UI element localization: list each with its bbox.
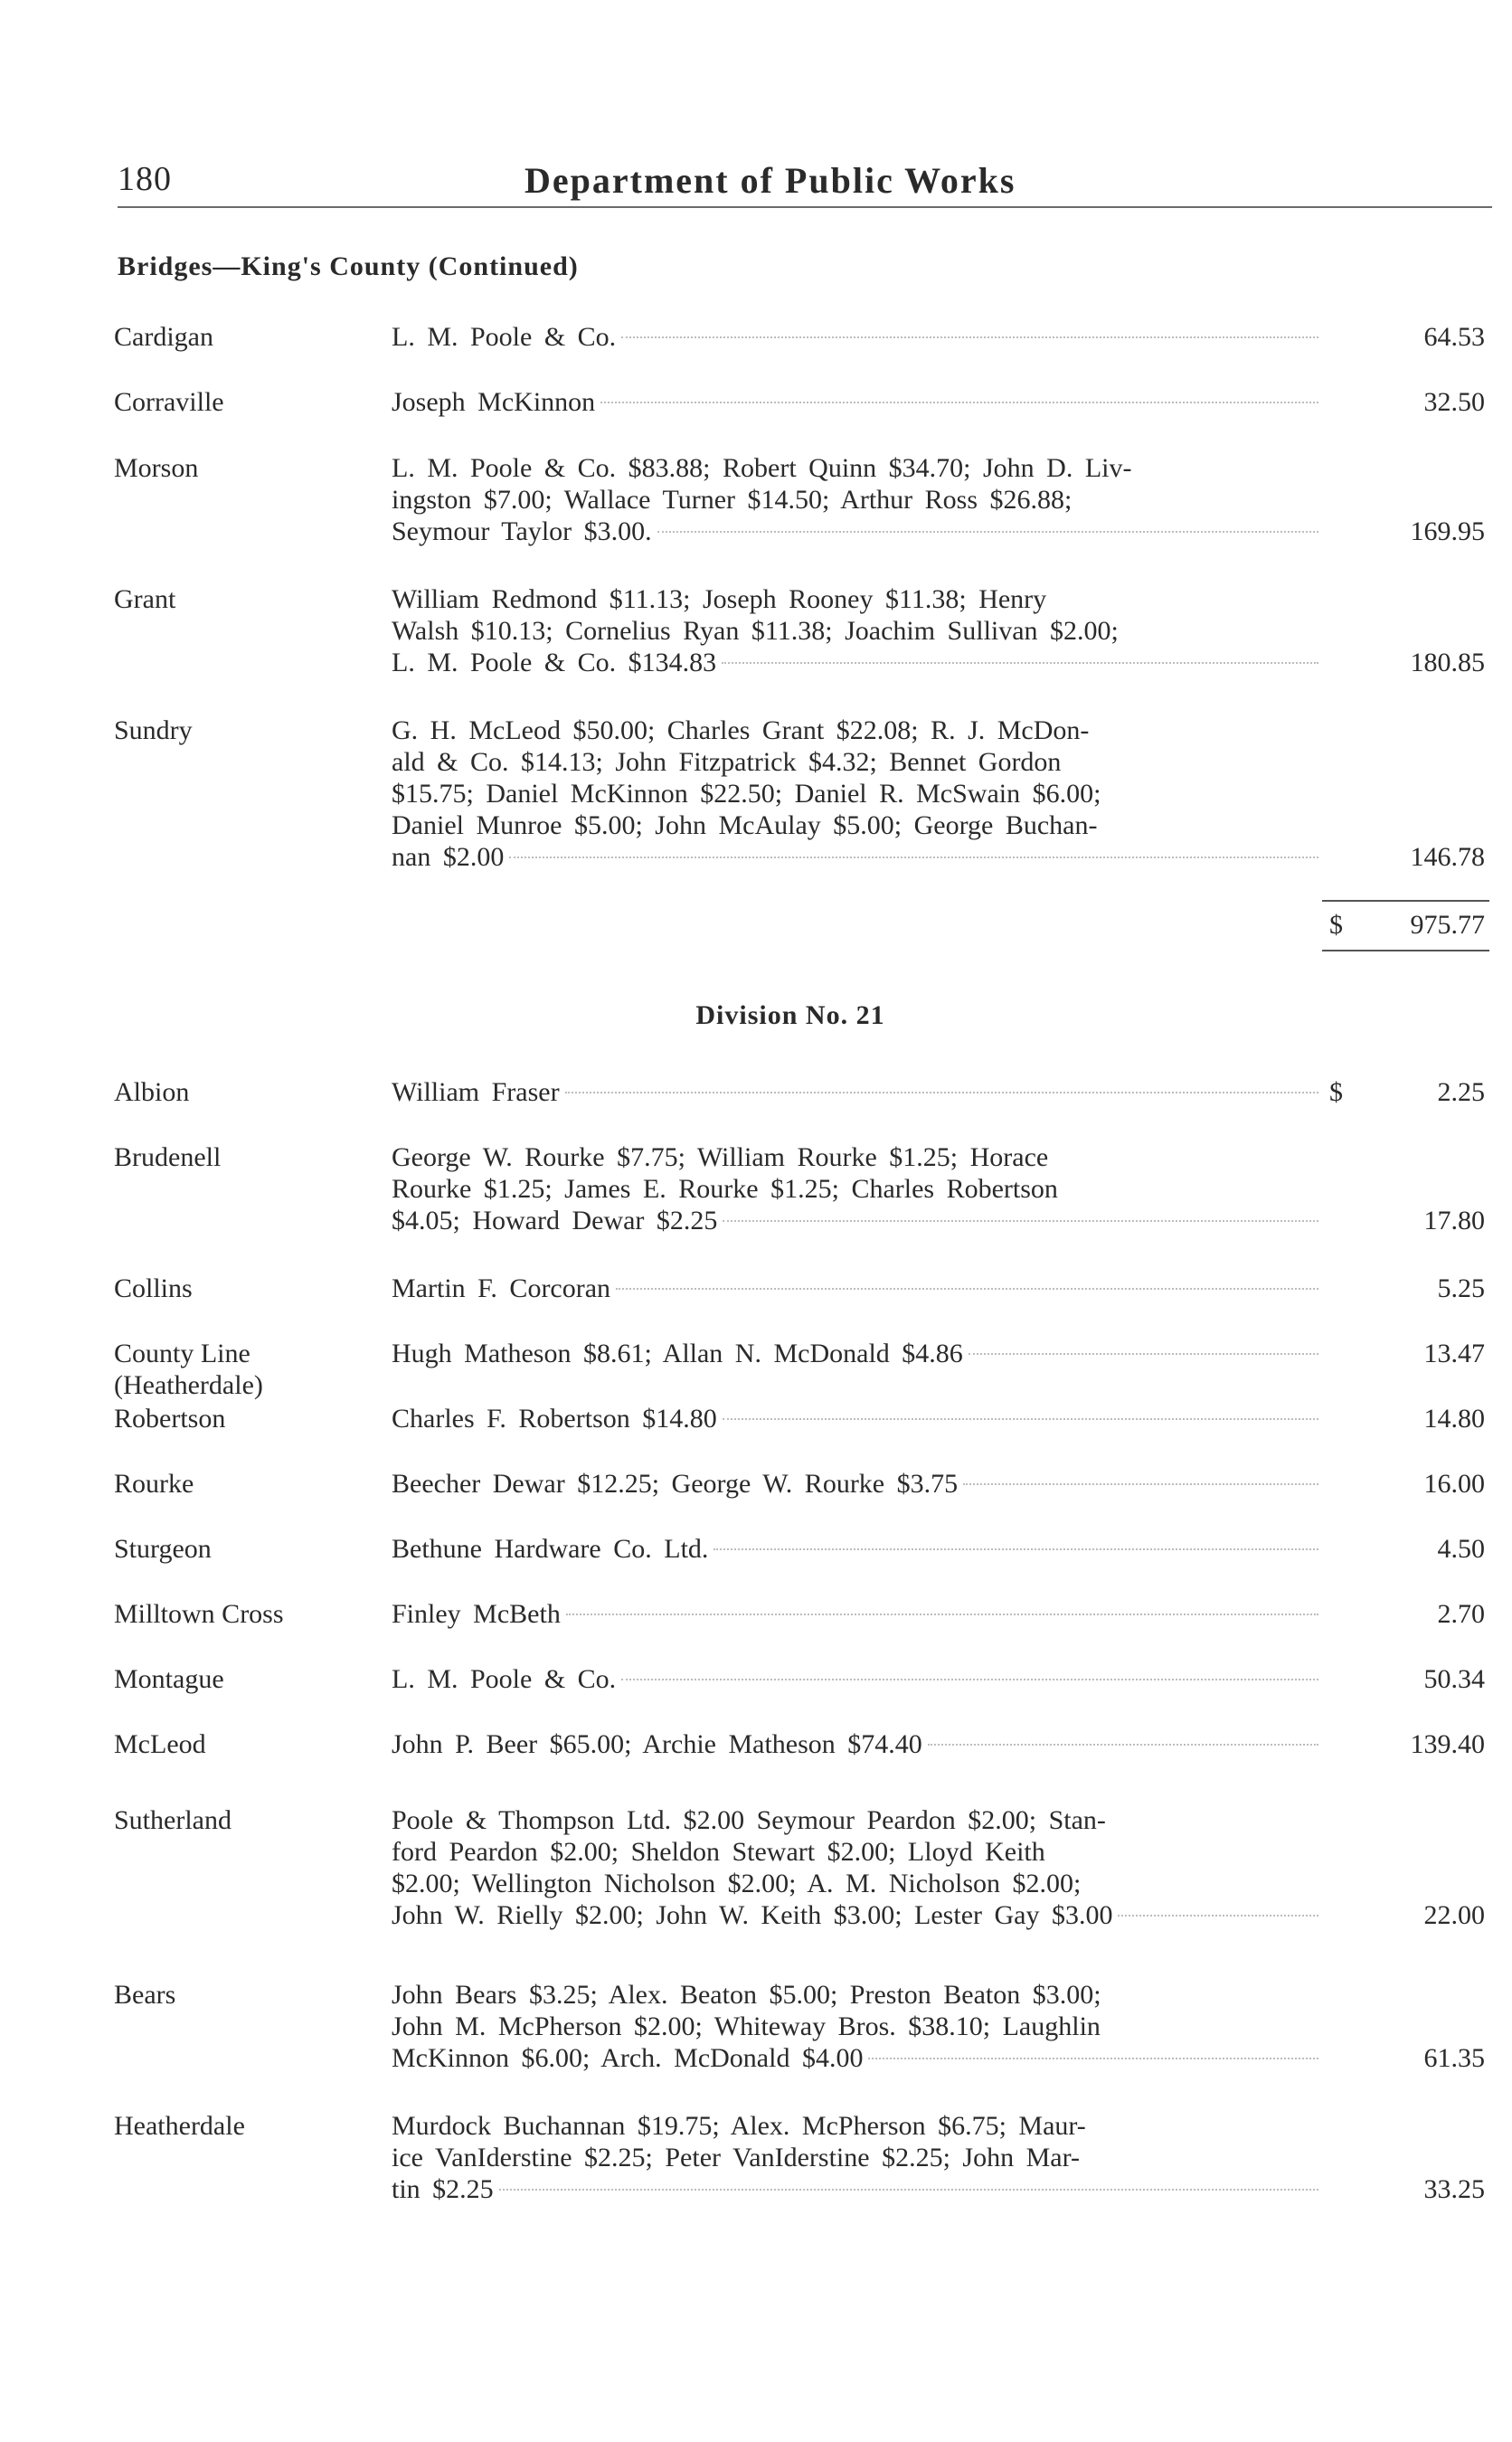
entry-place — [114, 1468, 385, 1500]
entry-place-name: Sutherland — [114, 1805, 232, 1835]
entry-description — [392, 1076, 1318, 1108]
entry-place-name: Bears — [114, 1980, 176, 2010]
entry-description-line: Finley McBeth — [392, 1599, 561, 1629]
entry-description — [392, 452, 1318, 547]
dot-leader — [616, 1288, 1318, 1290]
dot-leader — [868, 2058, 1318, 2059]
entry-description-line: L. M. Poole & Co. $83.88; Robert Quinn $34.70; John D. Liv- — [392, 453, 1132, 483]
entry-amount: 50.34 — [1423, 1664, 1485, 1694]
entry-description-line: ice VanIderstine $2.25; Peter VanIderstine $2.25; John Mar- — [392, 2143, 1080, 2172]
entry-description-last-line — [392, 2173, 1318, 2205]
entry-description-last-line — [392, 321, 1318, 353]
entry-description-line: George W. Rourke $7.75; William Rourke $1.25; Horace — [392, 1142, 1049, 1172]
entry-dollar-sign: $ — [1329, 1077, 1343, 1107]
entry-description — [392, 386, 1318, 418]
entry-place — [114, 1403, 385, 1434]
dot-leader — [969, 1353, 1318, 1355]
entry-description-line: John M. McPherson $2.00; Whiteway Bros. $38.10; Laughlin — [392, 2011, 1101, 2041]
entry-description-line: Poole & Thompson Ltd. $2.00 Seymour Peardon $2.00; Stan- — [392, 1805, 1106, 1835]
entry-amount: 2.70 — [1437, 1599, 1485, 1629]
entry-description-line: $4.05; Howard Dewar $2.25 — [392, 1206, 718, 1235]
entry-description-line: ald & Co. $14.13; John Fitzpatrick $4.32; Bennet Gordon — [392, 747, 1062, 777]
entry-description-line: G. H. McLeod $50.00; Charles Grant $22.08; R. J. McDon- — [392, 715, 1090, 745]
total-rule-top — [1322, 900, 1489, 902]
entry-description — [392, 2110, 1318, 2205]
entry-amount: 4.50 — [1437, 1534, 1485, 1564]
entry-place — [114, 1728, 385, 1760]
entry-place — [114, 2110, 385, 2142]
entry-description-line: Joseph McKinnon — [392, 387, 596, 417]
entry-place — [114, 1598, 385, 1630]
entry-place-name: Montague — [114, 1664, 224, 1694]
entry-description-line: Daniel Munroe $5.00; John McAulay $5.00; George Buchan- — [392, 810, 1098, 840]
entry-description-last-line — [392, 647, 1318, 678]
entry-description-line: Bethune Hardware Co. Ltd. — [392, 1534, 709, 1564]
entry-description-line: L. M. Poole & Co. — [392, 1664, 617, 1694]
entry-place-name: Collins — [114, 1273, 193, 1303]
entry-amount: 169.95 — [1410, 516, 1485, 546]
dot-leader — [621, 336, 1318, 338]
entry-description-last-line — [392, 1338, 1318, 1369]
entry-place-name: McLeod — [114, 1729, 206, 1759]
entry-amount: 33.25 — [1423, 2174, 1485, 2204]
entry-amount: 180.85 — [1410, 648, 1485, 677]
dot-leader — [723, 1220, 1318, 1222]
entry-amount: 16.00 — [1423, 1469, 1485, 1499]
entry-description-line: John W. Rielly $2.00; John W. Keith $3.00; Lester Gay $3.00 — [392, 1900, 1113, 1930]
entry-description — [392, 1338, 1318, 1369]
dot-leader — [600, 402, 1318, 403]
entry-description-line: Rourke $1.25; James E. Rourke $1.25; Charles Robertson — [392, 1174, 1058, 1204]
entry-description-line: Murdock Buchannan $19.75; Alex. McPherson $6.75; Maur- — [392, 2111, 1086, 2141]
entry-place-name: Morson — [114, 453, 199, 483]
entry-description — [392, 1728, 1318, 1760]
entry-description-line: William Redmond $11.13; Joseph Rooney $11.38; Henry — [392, 584, 1047, 614]
dot-leader — [499, 2189, 1318, 2191]
entry-description-last-line — [392, 1663, 1318, 1695]
dot-leader — [928, 1744, 1318, 1746]
division-heading-text: Division No. 21 — [695, 1000, 885, 1030]
entry-amount: 22.00 — [1423, 1900, 1485, 1930]
entry-place-name: Sundry — [114, 715, 193, 745]
entry-description-line: Martin F. Corcoran — [392, 1273, 611, 1303]
entry-place-name: Sturgeon — [114, 1534, 212, 1564]
entry-place-name: Robertson — [114, 1404, 226, 1434]
entry-amount: 139.40 — [1410, 1729, 1485, 1759]
dot-leader — [509, 857, 1318, 858]
entry-description-line: L. M. Poole & Co. $134.83 — [392, 648, 717, 677]
entry-place-name: Brudenell — [114, 1142, 222, 1172]
entry-place — [114, 1338, 385, 1401]
dot-leader — [963, 1483, 1318, 1485]
entry-description-last-line — [392, 1899, 1318, 1931]
entry-description-line: $2.00; Wellington Nicholson $2.00; A. M. Nicholson $2.00; — [392, 1869, 1082, 1898]
entry-description — [392, 1533, 1318, 1565]
total-amount: 975.77 — [1410, 910, 1485, 940]
entry-description — [392, 715, 1318, 873]
entry-description-line: John Bears $3.25; Alex. Beaton $5.00; Preston Beaton $3.00; — [392, 1980, 1101, 2010]
entry-place — [114, 1076, 385, 1108]
entry-description-last-line — [392, 1728, 1318, 1760]
entry-place-name: Milltown Cross — [114, 1599, 284, 1629]
entry-amount: 61.35 — [1423, 2043, 1485, 2073]
entry-description-line: ingston $7.00; Wallace Turner $14.50; Arthur Ross $26.88; — [392, 485, 1073, 515]
total-dollar-sign: $ — [1329, 910, 1343, 940]
entry-place — [114, 1804, 385, 1836]
dot-leader — [566, 1614, 1318, 1615]
entry-description-line: $15.75; Daniel McKinnon $22.50; Daniel R. McSwain $6.00; — [392, 779, 1101, 809]
entry-description-last-line — [392, 1076, 1318, 1108]
dot-leader — [1118, 1915, 1318, 1917]
entry-description-last-line — [392, 1205, 1318, 1236]
entry-description-line: L. M. Poole & Co. — [392, 322, 617, 352]
entry-description-last-line — [392, 1273, 1318, 1304]
entry-place-name: Rourke — [114, 1469, 194, 1499]
entry-description-line: Walsh $10.13; Cornelius Ryan $11.38; Joachim Sullivan $2.00; — [392, 616, 1119, 646]
entry-description-line: John P. Beer $65.00; Archie Matheson $74.40 — [392, 1729, 922, 1759]
entry-place — [114, 321, 385, 353]
entry-description — [392, 1403, 1318, 1434]
entry-place-name: Grant — [114, 584, 176, 614]
entry-description-last-line — [392, 2042, 1318, 2074]
dot-leader — [713, 1548, 1318, 1550]
entry-description-last-line — [392, 1533, 1318, 1565]
entry-place — [114, 1979, 385, 2011]
entry-place — [114, 452, 385, 484]
dot-leader — [565, 1092, 1318, 1093]
entry-amount: 13.47 — [1423, 1339, 1485, 1368]
entry-description — [392, 1273, 1318, 1304]
entry-place — [114, 1141, 385, 1173]
dot-leader — [723, 1418, 1318, 1420]
entry-place-name: (Heatherdale) — [114, 1370, 263, 1400]
entry-place — [114, 386, 385, 418]
entry-description — [392, 1468, 1318, 1500]
entry-description-last-line — [392, 1468, 1318, 1500]
entry-description — [392, 583, 1318, 678]
entry-description-last-line — [392, 1403, 1318, 1434]
entry-place — [114, 1533, 385, 1565]
entry-place — [114, 1273, 385, 1304]
entry-amount: 146.78 — [1410, 842, 1485, 872]
entry-description-line: McKinnon $6.00; Arch. McDonald $4.00 — [392, 2043, 864, 2073]
entry-description-last-line — [392, 386, 1318, 418]
entry-description — [392, 321, 1318, 353]
entry-place-name: Cardigan — [114, 322, 213, 352]
dot-leader — [621, 1679, 1318, 1680]
total-rule-bottom — [1322, 950, 1489, 951]
entry-description-line: William Fraser — [392, 1077, 560, 1107]
entry-description-line: Seymour Taylor $3.00. — [392, 516, 652, 546]
header-divider — [118, 206, 1492, 208]
entry-description-last-line — [392, 1598, 1318, 1630]
entry-amount: 14.80 — [1423, 1404, 1485, 1434]
entry-description-line: tin $2.25 — [392, 2174, 494, 2204]
entry-place-name: Corraville — [114, 387, 224, 417]
entry-description-line: Charles F. Robertson $14.80 — [392, 1404, 717, 1434]
entry-place-name: County Line — [114, 1339, 250, 1368]
entry-description — [392, 1979, 1318, 2074]
entry-place-name: Albion — [114, 1077, 190, 1107]
entry-description-line: Hugh Matheson $8.61; Allan N. McDonald $4.86 — [392, 1339, 963, 1368]
entry-amount: 5.25 — [1437, 1273, 1485, 1303]
entry-amount: 2.25 — [1437, 1077, 1485, 1107]
dot-leader — [657, 531, 1318, 533]
entry-place — [114, 715, 385, 746]
entry-description — [392, 1804, 1318, 1931]
entry-description-line: nan $2.00 — [392, 842, 505, 872]
division-heading — [0, 1000, 1512, 1031]
section-heading: Bridges—King's County (Continued) — [118, 251, 579, 281]
entry-description-line: ford Peardon $2.00; Sheldon Stewart $2.00; Lloyd Keith — [392, 1837, 1045, 1867]
entry-amount: 17.80 — [1423, 1206, 1485, 1235]
entry-description — [392, 1141, 1318, 1236]
entry-amount: 32.50 — [1423, 387, 1485, 417]
entry-description — [392, 1663, 1318, 1695]
entry-place — [114, 583, 385, 615]
entry-description-last-line — [392, 841, 1318, 873]
page-number: 180 — [118, 160, 172, 198]
dot-leader — [722, 662, 1318, 664]
entry-description-line: Beecher Dewar $12.25; George W. Rourke $3.75 — [392, 1469, 959, 1499]
entry-amount: 64.53 — [1423, 322, 1485, 352]
page-title: Department of Public Works — [524, 160, 1016, 201]
page-header — [118, 159, 1492, 204]
entry-description-last-line — [392, 516, 1318, 547]
entry-place-name: Heatherdale — [114, 2111, 245, 2141]
entry-place — [114, 1663, 385, 1695]
entry-description — [392, 1598, 1318, 1630]
